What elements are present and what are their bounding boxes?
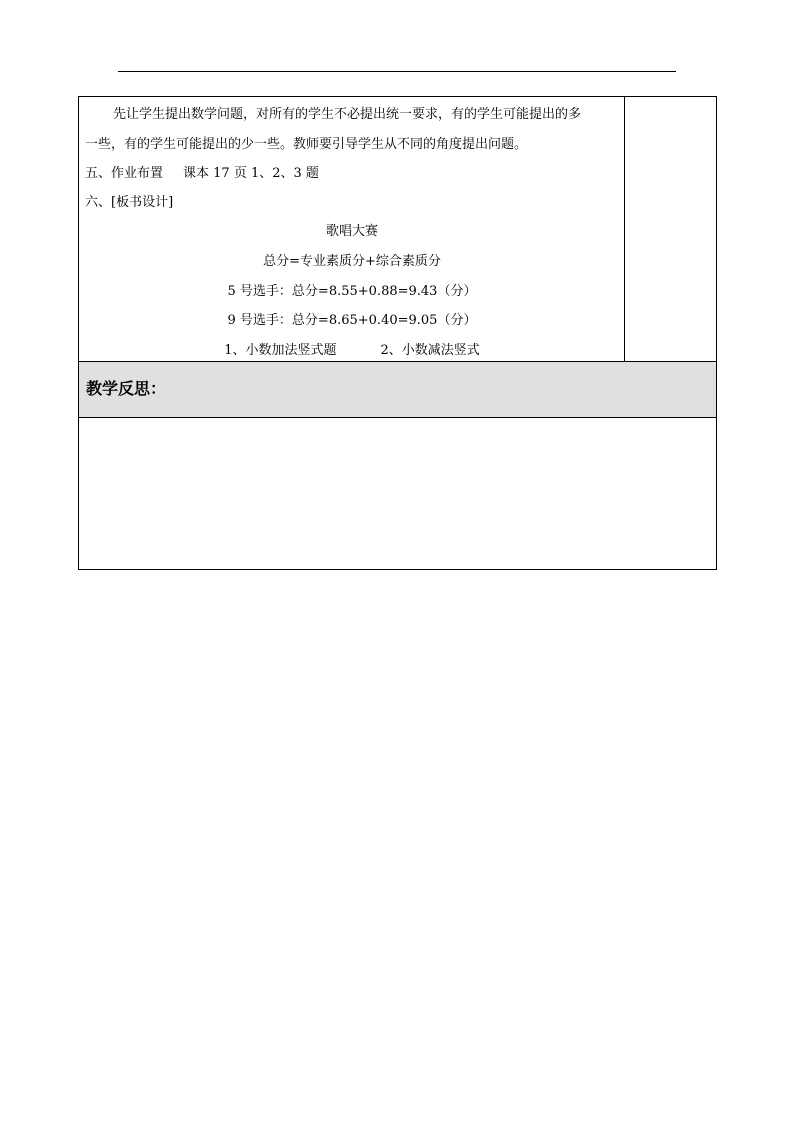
- lesson-table: [78, 96, 717, 570]
- reflection-body-cell: [79, 418, 716, 569]
- reflection-title: 教学反思：: [86, 379, 167, 398]
- board-design-heading: 六、[板书设计]: [85, 195, 174, 210]
- board-contestant-5: 5 号选手：总分=8.55+0.88=9.43（分）: [227, 284, 477, 299]
- lesson-content-cell: [79, 97, 625, 361]
- board-topic-2: 2、小数减法竖式: [380, 343, 480, 358]
- homework-line: [85, 166, 319, 182]
- paragraph-line-1: 先让学生提出数学问题，对所有的学生不必提出统一要求，有的学生可能提出的多: [113, 107, 582, 122]
- board-formula: 总分=专业素质分+综合素质分: [263, 254, 441, 269]
- reflection-header-row: [79, 362, 716, 418]
- lesson-side-cell: [625, 97, 716, 361]
- board-topic-1: 1、小数加法竖式题: [224, 343, 337, 358]
- paragraph-line-2: 一些，有的学生可能提出的少一些。教师要引导学生从不同的角度提出问题。: [85, 137, 528, 152]
- board-topics-line: [79, 343, 625, 359]
- homework-content: 课本 17 页 1、2、3 题: [183, 166, 319, 181]
- board-title: 歌唱大赛: [325, 224, 378, 239]
- homework-heading: 五、作业布置: [85, 166, 164, 181]
- lesson-content-row: [79, 97, 716, 362]
- board-contestant-9: 9 号选手：总分=8.65+0.40=9.05（分）: [227, 313, 477, 328]
- header-rule: [118, 71, 676, 72]
